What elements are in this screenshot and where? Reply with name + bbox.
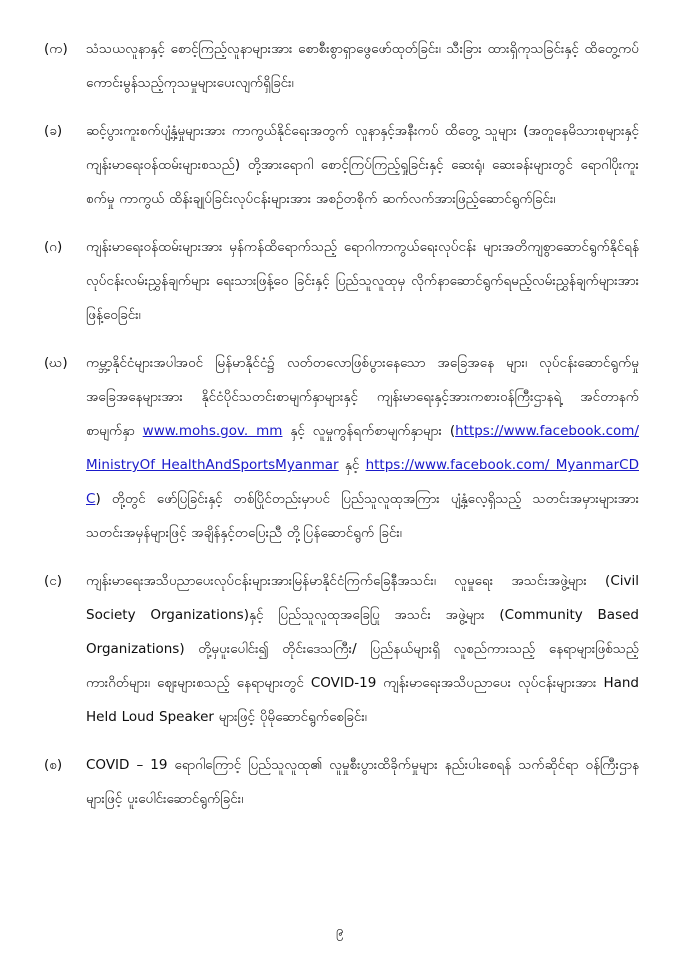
list-item-marker: (ဃ): [44, 355, 68, 371]
text-segment-2: နှင့် လူမှုကွန်ရက်စာမျက်နှာများ (: [282, 423, 456, 439]
list-item-marker: (ဂ): [44, 239, 63, 255]
list-item: [40, 346, 639, 550]
list-item: [40, 32, 639, 100]
text-segment-1: ကမ္ဘာ့နိုင်ငံများအပါအဝင် မြန်မာနိုင်ငံ၌ လတ်တလောဖြစ်ပွားနေသော အခြေအနေ များ၊ လုပ်ငန်းဆောင်ရွက်မှု အခြေအနေများအား နိုင်ငံပိုင်သတင်းစာမျက်နှာများနှင့် ကျန်းမာရေးနှင့်အားကစားဝန်ကြီးဌာနရဲ့ အင်တာနက်စာမျက်နှာ: [86, 355, 639, 439]
text-segment-3: နှင့်: [338, 457, 366, 473]
list-item-text: ဆင့်ပွားကူးစက်ပျံ့နှံ့မှုများအား ကာကွယ်နိုင်ရေးအတွက် လူနာနှင့်အနီးကပ် ထိတွေ့ သူများ (အတူနေမိသားစုများနှင့် ကျန်းမာရေးဝန်ထမ်းများစသည်) တို့အားရောဂါ စောင့်ကြပ်ကြည့်ရှုခြင်းနှင့် ဆေးရုံ၊ ဆေးခန်းများတွင် ရောဂါပိုးကူးစက်မှု ကာကွယ် ထိန်းချုပ်ခြင်းလုပ်ငန်းများအား အစဉ်တစိုက် ဆက်လက်အားဖြည့်ဆောင်ရွက်ခြင်း၊: [86, 123, 639, 207]
text-segment-4: ) တို့တွင် ဖော်ပြခြင်းနှင့် တစ်ပြိုင်တည်းမှာပင် ပြည်သူလူထုအကြား ပျံ့နှံ့လေ့ရှိသည့် သတင်းအမှားများအား သတင်းအမှန်များဖြင့် အချိန်နှင့်တပြေးညီ တို့ပြန်ဆောင်ရွက် ခြင်း၊: [86, 491, 639, 541]
list-item-text-with-links: [86, 346, 639, 550]
list-item-text: သံသယလူနာနှင့် စောင့်ကြည့်လူနာများအား စောစီးစွာရှာဖွေဖော်ထုတ်ခြင်း၊ သီးခြား ထားရှိကုသခြင်းနှင့် ထိတွေ့ကပ်ကောင်းမွန်သည့်ကုသမှုများပေးလျက်ရှိခြင်း၊: [86, 41, 639, 91]
list-item-marker: (င): [44, 573, 63, 589]
facebook-ministry-link[interactable]: https://www.facebook.com/ MinistryOf HealthAndSportsMyanmar: [86, 423, 639, 473]
list-item: [40, 564, 639, 734]
list-item: [40, 230, 639, 332]
list-item: [40, 114, 639, 216]
facebook-myanmarcdc-link[interactable]: https://www.facebook.com/ MyanmarCDC: [86, 457, 639, 507]
document-body: [40, 32, 639, 816]
list-item-text: ကျန်းမာရေးအသိပညာပေးလုပ်ငန်းများအားမြန်မာနိုင်ငံကြက်ခြေနီအသင်း၊ လူမှုရေး အသင်းအဖွဲ့များ (Civil Society Organizations)နှင့် ပြည်သူလူထုအခြေပြု အသင်း အဖွဲ့များ (Community Based Organizations) တို့မှပူးပေါင်း၍ တိုင်းဒေသကြီး/ ပြည်နယ်များရှိ လူစည်ကားသည့် နေရာများဖြစ်သည့် ကားဂိတ်များ၊ ဈေးများစသည့် နေရာများတွင် COVID-19 ကျန်းမာရေးအသိပညာပေး လုပ်ငန်းများအား Hand Held Loud Speaker များဖြင့် ပိုမိုဆောင်ရွက်စေခြင်း၊: [86, 573, 639, 725]
page-number: ၉: [335, 924, 344, 939]
mohs-website-link[interactable]: www.mohs.gov. mm: [142, 423, 283, 439]
list-item-marker: (စ): [44, 757, 63, 773]
list-item-marker: (ခ): [44, 123, 63, 139]
list-item-text: ကျန်းမာရေးဝန်ထမ်းများအား မှန်ကန်ထိရောက်သည့် ရောဂါကာကွယ်ရေးလုပ်ငန်း များအတိကျစွာဆောင်ရွက်နိုင်ရန် လုပ်ငန်းလမ်းညွှန်ချက်များ ရေးသားဖြန့်ဝေ ခြင်းနှင့် ပြည်သူလူထုမှ လိုက်နာဆောင်ရွက်ရမည့်လမ်းညွှန်ချက်များအား ဖြန့်ဝေခြင်း၊: [86, 239, 639, 323]
list-item: [40, 748, 639, 816]
list-item-marker: (က): [44, 41, 68, 57]
list-item-text: COVID – 19 ရောဂါကြောင့် ပြည်သူလူထု၏ လူမှုစီးပွားထိခိုက်မှုများ နည်းပါးစေရန် သက်ဆိုင်ရာ ဝန်ကြီးဌာနများဖြင့် ပူးပေါင်းဆောင်ရွက်ခြင်း၊: [86, 757, 639, 807]
